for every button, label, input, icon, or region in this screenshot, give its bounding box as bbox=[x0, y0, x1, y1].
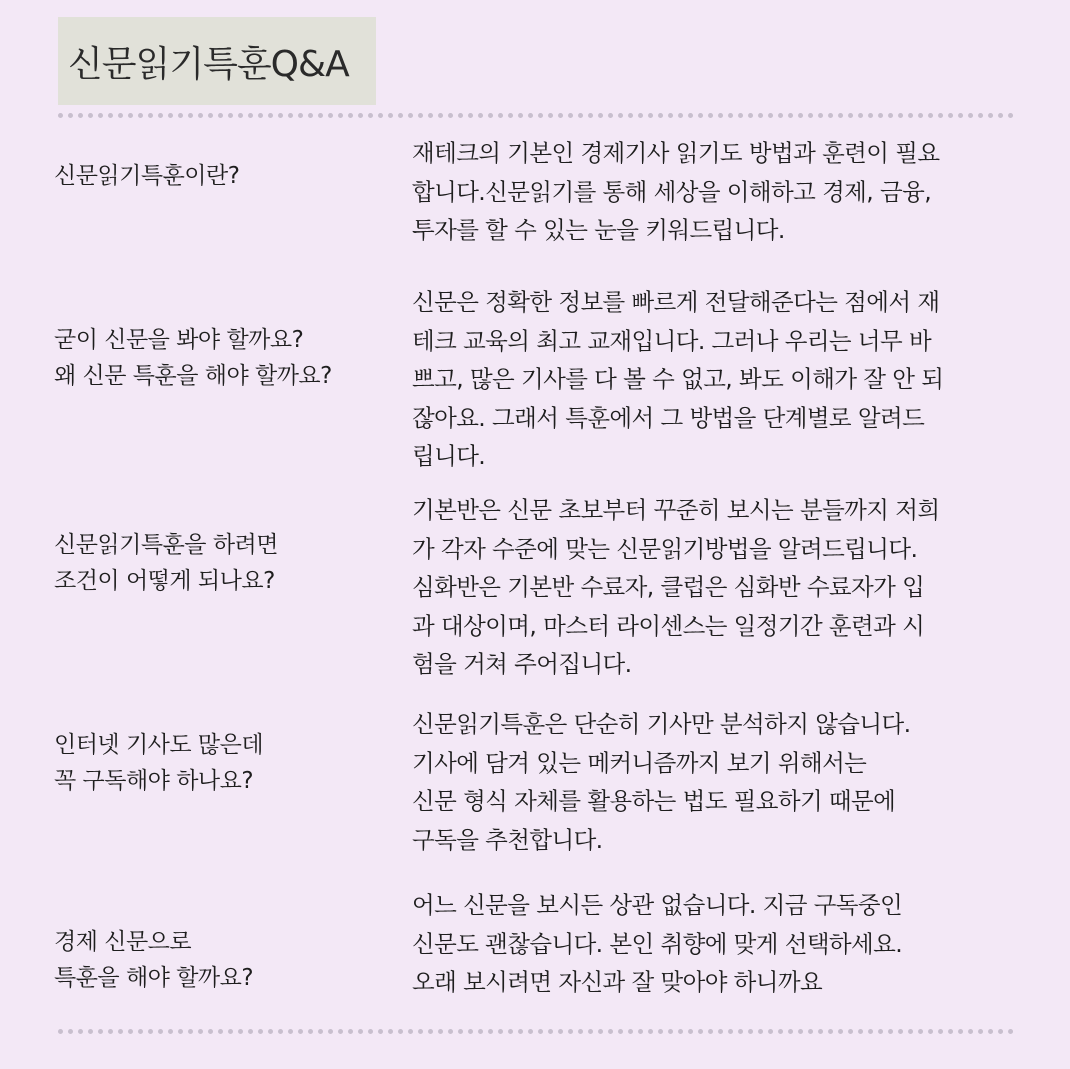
faq-question: 경제 신문으로 특훈을 해야 할까요? bbox=[54, 929, 254, 991]
faq-answer: 기본반은 신문 초보부터 꾸준히 보시는 분들까지 저희 가 각자 수준에 맞는 신문읽기방법을 알려드립니다. 심화반은 기본반 수료자, 클럽은 심화반 수료자가 입 과 대상이며, 마스터 라이센스는 일정기간 훈련과 시 험을 거쳐 주어집니다. bbox=[412, 496, 940, 678]
page-title: 신문읽기특훈Q&A bbox=[68, 43, 349, 85]
top-divider bbox=[58, 113, 1014, 118]
faq-answer: 재테크의 기본인 경제기사 읽기도 방법과 훈련이 필요 합니다.신문읽기를 통해 세상을 이해하고 경제, 금융, 투자를 할 수 있는 눈을 키워드립니다. bbox=[412, 139, 940, 244]
bottom-divider bbox=[58, 1029, 1014, 1034]
faq-question: 신문읽기특훈을 하려면 조건이 어떻게 되나요? bbox=[54, 532, 278, 594]
faq-answer: 신문읽기특훈은 단순히 기사만 분석하지 않습니다. 기사에 담겨 있는 메커니즘까지 보기 위해서는 신문 형식 자체를 활용하는 법도 필요하기 때문에 구독을 추천합니다. bbox=[412, 710, 911, 854]
faq-answer: 신문은 정확한 정보를 빠르게 전달해준다는 점에서 재 테크 교육의 최고 교재입니다. 그러나 우리는 너무 바 쁘고, 많은 기사를 다 볼 수 없고, 봐도 이해가 잘 안 되 잖아요. 그래서 특훈에서 그 방법을 단계별로 알려드 립니다. bbox=[412, 288, 944, 470]
faq-question: 신문읽기특훈이란? bbox=[54, 163, 240, 189]
title-banner bbox=[58, 17, 376, 105]
faq-answer: 어느 신문을 보시든 상관 없습니다. 지금 구독중인 신문도 괜찮습니다. 본인 취향에 맞게 선택하세요. 오래 보시려면 자신과 잘 맞아야 하니까요 bbox=[412, 891, 903, 996]
faq-question: 인터넷 기사도 많은데 꼭 구독해야 하나요? bbox=[54, 732, 264, 794]
faq-question: 굳이 신문을 봐야 할까요? 왜 신문 특훈을 해야 할까요? bbox=[54, 327, 332, 389]
